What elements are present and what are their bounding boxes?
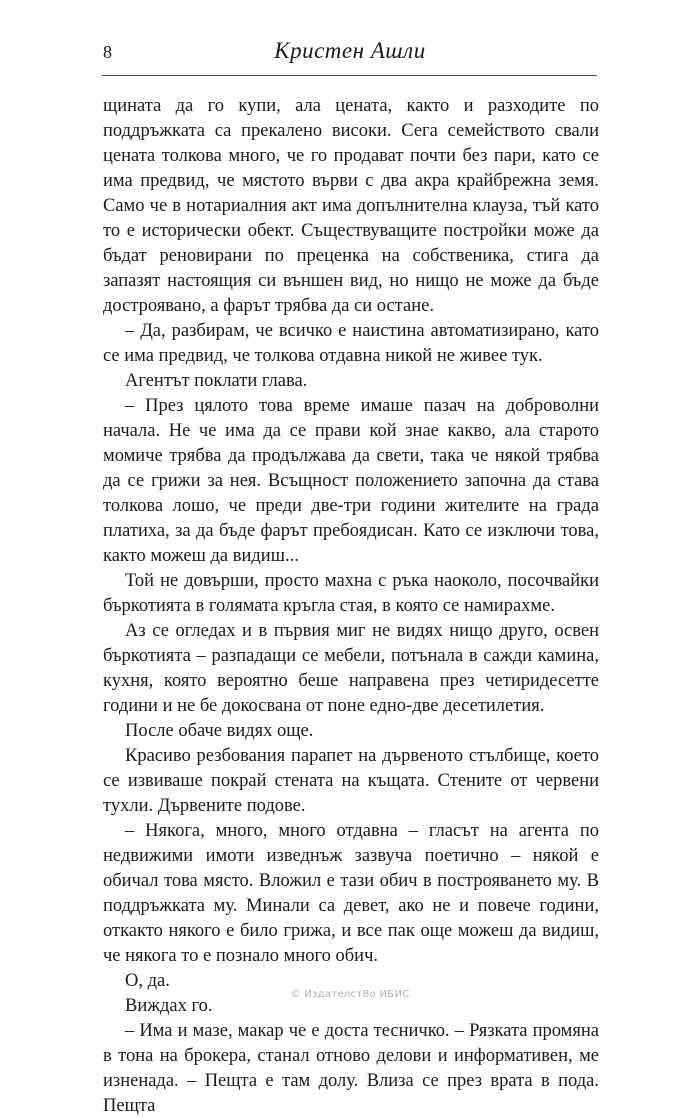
paragraph: Той не довърши, просто махна с ръка наоколо, посочвайки бъркотията в голямата кръгла стая, в която се намирахме. bbox=[103, 571, 599, 616]
body-text bbox=[103, 94, 599, 1119]
paragraph: Виждах го. bbox=[125, 996, 213, 1016]
page-number: 8 bbox=[103, 42, 112, 62]
paragraph: – Има и мазе, макар че е доста тесничко. – Рязката промяна в тона на брокера, станал отново делови и информативен, ме изненада. – Пещта е там долу. Влиза се през врата в пода. Пещта bbox=[103, 1021, 599, 1116]
header-rule bbox=[102, 75, 597, 76]
copyright-footer: © ИздателстВо ИБИС bbox=[290, 989, 410, 1000]
paragraph: – Някога, много, много отдавна – гласът на агента по недвижими имоти изведнъж зазвуча поетично – някой е обичал това място. Вложил е тази обич в построяването му. В поддръжката му. Минали са девет, ако не и повече години, откакто някого е било грижа, и все пак още можеш да видиш, че някога то е познало много обич. bbox=[103, 821, 599, 966]
running-title: Кристен Ашли bbox=[274, 38, 426, 63]
paragraph: Красиво резбования парапет на дървеното стълбище, което се извиваше покрай стената на къщата. Стените от червени тухли. Дървените подове. bbox=[103, 746, 599, 816]
paragraph: О, да. bbox=[125, 971, 170, 991]
paragraph: После обаче видях още. bbox=[125, 721, 314, 741]
paragraph: щината да го купи, ала цената, както и разходите по поддръжката са прекалено високи. Сега семейството свали цената толкова много, че го продават почти без пари, като се има предвид, че мястото върви с два акра крайбрежна земя. Само че в нотариалния акт има допълнителна клауза, тъй като то е исторически обект. Съществуващите постройки може да бъдат реновирани по преценка на собственика, стига да запазят настоящия си външен вид, но нищо не може да бъде достроявано, а фарът трябва да си остане. bbox=[103, 96, 599, 316]
paragraph: Агентът поклати глава. bbox=[125, 371, 308, 391]
paragraph: – Да, разбирам, че всичко е наистина автоматизирано, като се има предвид, че толкова отдавна никой не живее тук. bbox=[103, 321, 599, 366]
paragraph: – През цялото това време имаше пазач на доброволни начала. Не че има да се прави кой знае какво, ала старото момиче трябва да продължава да свети, така че някой трябва да се грижи за нея. Всъщност положението започна да става толкова лошо, че преди две-три години жителите на града платиха, за да бъде фарът пребоядисан. Като се изключи това, както можеш да видиш... bbox=[103, 396, 599, 566]
paragraph: Аз се огледах и в първия миг не видях нищо друго, освен бъркотията – разпадащи се мебели, потънала в сажди камина, кухня, която вероятно беше направена през четиридесетте години и не бе докосвана от поне едно-две десетилетия. bbox=[103, 621, 599, 716]
